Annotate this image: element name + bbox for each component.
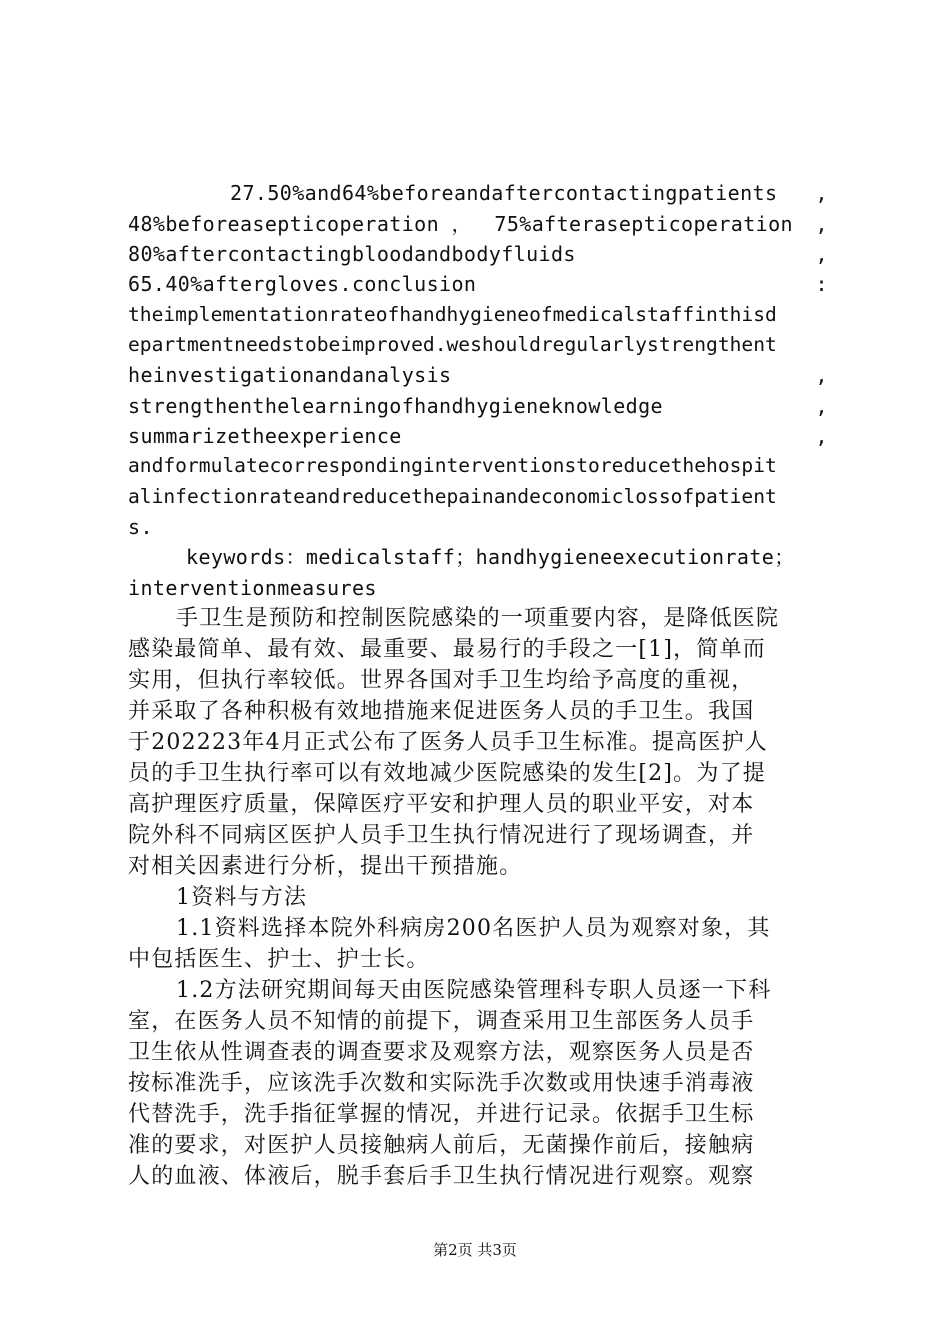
abstract-line-4: [128, 269, 828, 299]
body-line-15: 卫生依从性调查表的调查要求及观察方法，观察医务人员是否: [128, 1040, 755, 1065]
abstract-punct: ,: [815, 394, 828, 418]
abstract-text: 65.40%aftergloves.conclusion: [128, 272, 477, 296]
abstract-punct: ,: [815, 212, 828, 236]
abstract-text: 80%aftercontactingbloodandbodyfluids: [128, 242, 576, 266]
body-line-14: 室，在医务人员不知情的前提下，调查采用卫生部医务人员手: [128, 1009, 755, 1034]
body-line-17: 代替洗手，洗手指征掌握的情况，并进行记录。依据手卫生标: [128, 1102, 755, 1127]
abstract-line-6: epartmentneedstobeimproved.weshouldregularlystrengthent: [128, 333, 777, 356]
abstract-punct: :: [815, 272, 828, 296]
body-line-9: 对相关因素进行分析，提出干预措施。: [128, 854, 523, 879]
abstract-text: summarizetheexperience: [128, 424, 402, 448]
abstract-text: strengthenthelearningofhandhygieneknowledge: [128, 394, 663, 418]
abstract-line-5: theimplementationrateofhandhygieneofmedicalstaffinthisd: [128, 303, 777, 326]
abstract-punct: ,: [815, 242, 828, 266]
body-line-6: 员的手卫生执行率可以有效地减少医院感染的发生[2]。为了提: [128, 761, 766, 786]
body-line-2: 感染最简单、最有效、最重要、最易行的手段之一[1]，简单而: [128, 637, 766, 662]
abstract-line-7: [128, 360, 828, 390]
body-line-7: 高护理医疗质量，保障医疗平安和护理人员的职业平安，对本: [128, 792, 755, 817]
abstract-text: 27.50%and64%beforeandaftercontactingpatients: [230, 181, 778, 205]
abstract-line-8: [128, 391, 828, 421]
abstract-line-9: [128, 421, 828, 451]
body-line-4: 并采取了各种积极有效地措施来促进医务人员的手卫生。我国: [128, 699, 755, 724]
abstract-text: heinvestigationandanalysis: [128, 363, 452, 387]
body-line-1: 手卫生是预防和控制医院感染的一项重要内容，是降低医院: [176, 606, 780, 631]
page-footer: 第2页 共3页: [433, 1241, 517, 1259]
body-line-11: 1.1资料选择本院外科病房200名医护人员为观察对象，其: [176, 916, 771, 941]
abstract-line-3: [128, 239, 828, 269]
body-line-19: 人的血液、体液后，脱手套后手卫生执行情况进行观察。观察: [128, 1164, 755, 1189]
abstract-line-2: [128, 209, 828, 239]
abstract-line-10: andformulatecorrespondinginterventionstoreducethehospit: [128, 454, 777, 477]
body-line-13: 1.2方法研究期间每天由医院感染管理科专职人员逐一下科: [176, 978, 772, 1003]
section-heading: 1资料与方法: [176, 885, 308, 910]
body-line-8: 院外科不同病区医护人员手卫生执行情况进行了现场调查，并: [128, 823, 755, 848]
abstract-line-12: s.: [128, 515, 153, 539]
abstract-line-11: alinfectionrateandreducethepainandeconomiclossofpatient: [128, 485, 777, 508]
body-line-5: 于202223年4月正式公布了医务人员手卫生标准。提高医护人: [128, 730, 768, 755]
abstract-punct: ,: [815, 181, 828, 205]
abstract-punct: ,: [815, 424, 828, 448]
abstract-text: 75%afterasepticoperation: [494, 212, 793, 236]
body-line-18: 准的要求，对医护人员接触病人前后，无菌操作前后，接触病: [128, 1133, 755, 1158]
body-line-3: 实用，但执行率较低。世界各国对手卫生均给予高度的重视，: [128, 668, 755, 693]
abstract-punct: ,: [815, 363, 828, 387]
body-line-12: 中包括医生、护士、护士长。: [128, 947, 430, 972]
keywords-line-2: interventionmeasures: [128, 576, 377, 600]
abstract-line-1: [230, 178, 828, 208]
keywords-line: keywords：medicalstaff；handhygieneexecutionrate；: [186, 545, 795, 569]
body-line-16: 按标准洗手，应该洗手次数和实际洗手次数或用快速手消毒液: [128, 1071, 755, 1096]
abstract-text: 48%beforeasepticoperation ，: [128, 212, 472, 236]
